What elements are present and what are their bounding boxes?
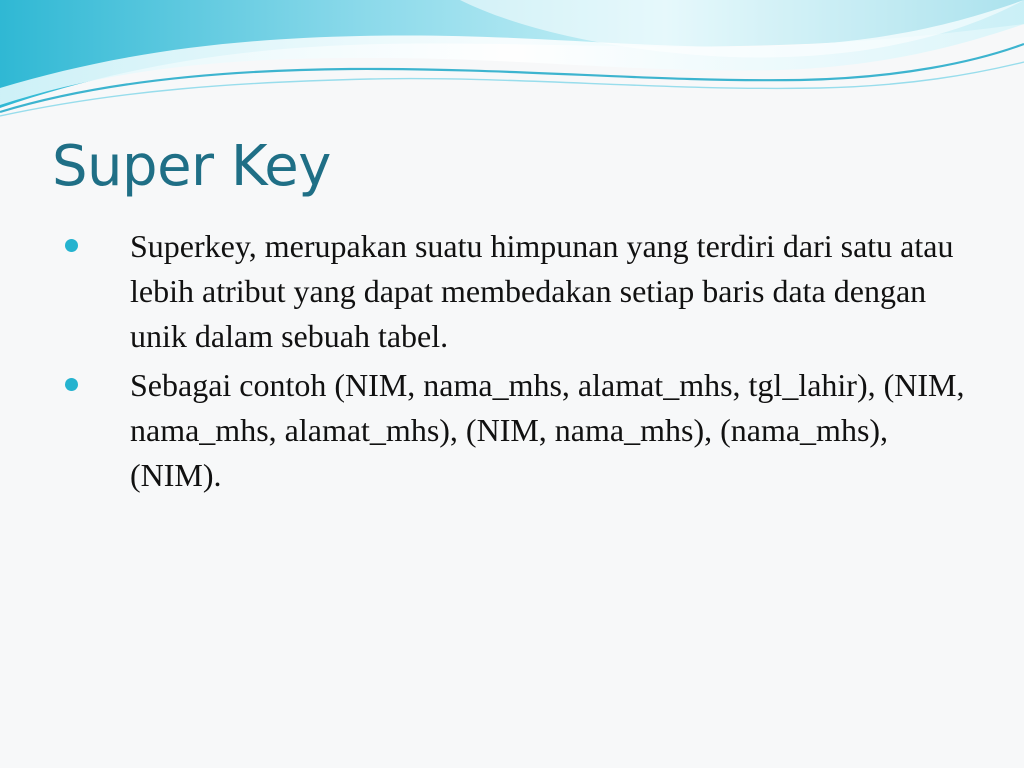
bullet-item-example [60, 363, 980, 498]
bullet-item-superkey-definition [60, 224, 980, 359]
slide-title: Super Key [52, 134, 331, 199]
bullet-dot-icon [65, 378, 78, 391]
bullet-text: Superkey, merupakan suatu himpunan yang terdiri dari satu atau lebih atribut yang dapat membedakan setiap baris data dengan unik dalam sebuah tabel. [130, 228, 954, 354]
bullet-list [60, 224, 980, 502]
bullet-text: Sebagai contoh (NIM, nama_mhs, alamat_mhs, tgl_lahir), (NIM, nama_mhs, alamat_mhs), (NIM, nama_mhs), (nama_mhs), (NIM). [130, 367, 965, 493]
bullet-dot-icon [65, 239, 78, 252]
wave-header-decoration [0, 0, 1024, 130]
